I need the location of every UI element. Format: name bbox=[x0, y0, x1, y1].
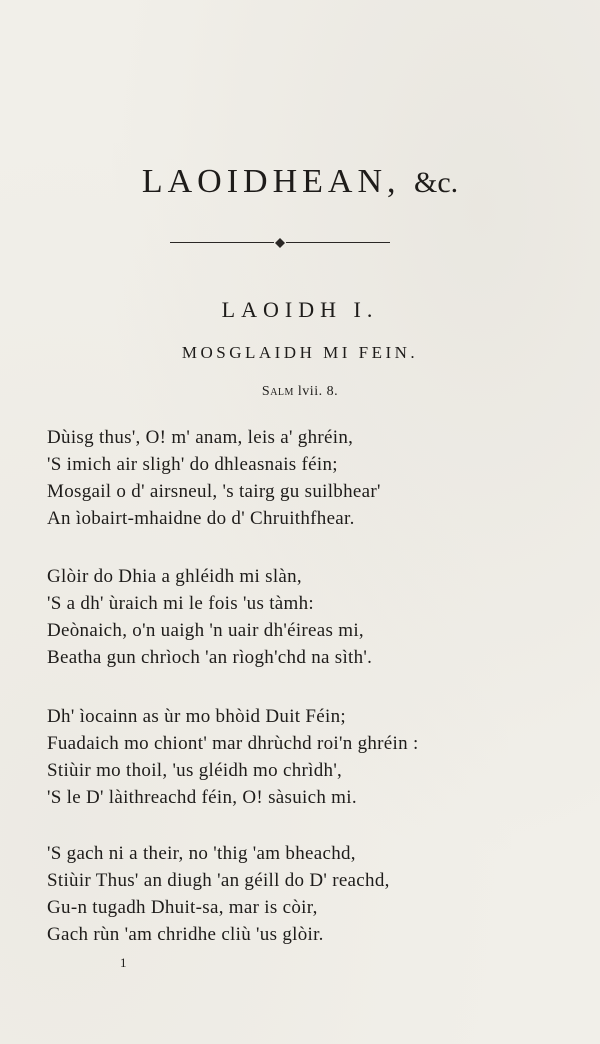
book-title bbox=[0, 162, 600, 203]
stanza-4 bbox=[47, 840, 567, 948]
verse-line: 'S le D' làithreachd féin, O! sàsuich mi. bbox=[47, 787, 357, 808]
stanza-3 bbox=[47, 703, 567, 811]
verse-line: Stiùir mo thoil, 'us gléidh mo chrìdh', bbox=[47, 760, 343, 781]
psalm-reference bbox=[0, 383, 600, 401]
verse-line: Gu-n tugadh Dhuit-sa, mar is còir, bbox=[47, 897, 318, 918]
book-title-suffix: &c. bbox=[414, 166, 459, 199]
printer-signature-mark: 1 bbox=[120, 955, 127, 970]
verse-line: 'S a dh' ùraich mi le fois 'us tàmh: bbox=[47, 593, 314, 614]
hymn-subtitle: MOSGLAIDH MI FEIN. bbox=[181, 343, 419, 362]
stanza-1 bbox=[47, 424, 567, 532]
ornamental-divider bbox=[170, 236, 390, 250]
verse-line: An ìobairt-mhaidne do d' Chruithfhear. bbox=[47, 508, 355, 529]
verse-line: Gach rùn 'am chridhe cliù 'us glòir. bbox=[47, 924, 324, 945]
verse-line: Stiùir Thus' an diugh 'an géill do D' reachd, bbox=[47, 870, 390, 891]
hymn-title: LAOIDH I. bbox=[221, 297, 379, 322]
verse-line: Fuadaich mo chiont' mar dhrùchd roi'n ghréin : bbox=[47, 733, 419, 754]
diamond-ornament-icon bbox=[275, 238, 285, 248]
verse-line: 'S gach ni a their, no 'thig 'am bheachd, bbox=[47, 843, 356, 864]
stanza-2 bbox=[47, 563, 567, 671]
verse-line: Dh' ìocainn as ùr mo bhòid Duit Féin; bbox=[47, 706, 346, 727]
verse-line: Mosgail o d' airsneul, 's tairg gu suilbhear' bbox=[47, 481, 381, 502]
psalm-reference-prefix: Salm bbox=[261, 384, 294, 399]
divider-line-right bbox=[286, 242, 390, 243]
verse-line: Beatha gun chrìoch 'an rìogh'chd na sìth'. bbox=[47, 647, 373, 668]
verse-line: Dùisg thus', O! m' anam, leis a' ghréin, bbox=[47, 427, 354, 448]
psalm-reference-number: lvii. 8. bbox=[297, 384, 339, 399]
book-title-text: LAOIDHEAN, bbox=[141, 163, 401, 200]
verse-line: Glòir do Dhia a ghléidh mi slàn, bbox=[47, 566, 302, 587]
verse-line: 'S imich air sligh' do dhleasnais féin; bbox=[47, 454, 338, 475]
verse-line: Deònaich, o'n uaigh 'n uair dh'éireas mi, bbox=[47, 620, 364, 641]
divider-line-left bbox=[170, 242, 274, 243]
